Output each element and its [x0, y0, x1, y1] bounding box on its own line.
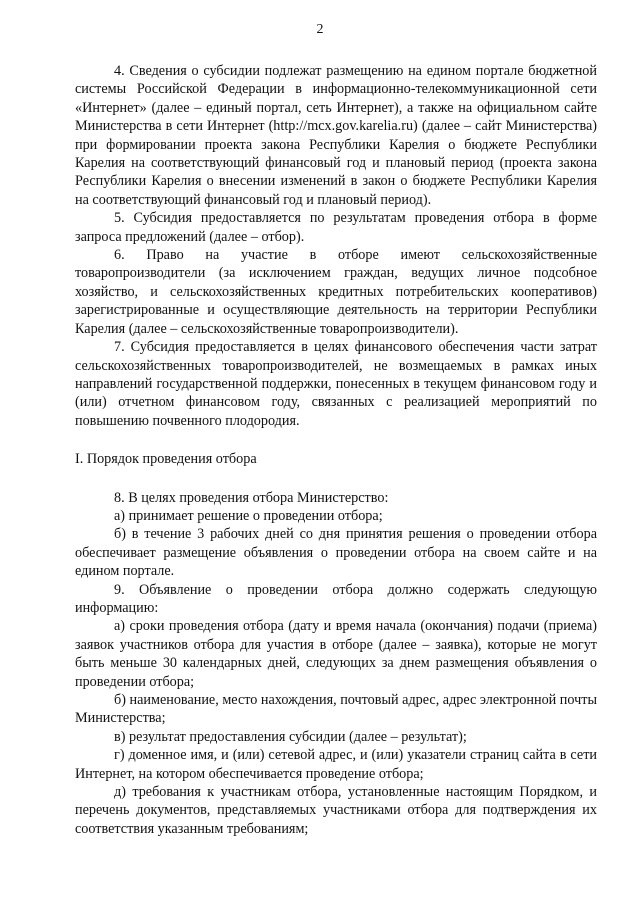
paragraph-4: 4. Сведения о субсидии подлежат размещению на едином портале бюджетной системы Российской Федерации в информационно-телекоммуникационной сети «Интернет» (далее – единый портал, сеть Интернет), а также на официальном сайте Министерства в сети Интернет (http://mcx.gov.karelia.ru) (далее – сайт Министерства) при формировании проекта закона Республики Карелия о бюджете Республики Карелия на соответствующий финансовый год и плановый период (проекта закона Республики Карелия о внесении изменений в закон о бюджете Республики Карелия на соответствующий финансовый год и плановый период). [75, 63, 597, 208]
section-title: I. Порядок проведения отбора [75, 451, 257, 468]
paragraph-5: 5. Субсидия предоставляется по результатам проведения отбора в форме запроса предложений (далее – отбор). [75, 210, 597, 245]
paragraph-8-a: а) принимает решение о проведении отбора; [114, 507, 383, 524]
paragraph-9-v: в) результат предоставления субсидии (далее – результат); [114, 728, 467, 745]
paragraph-9-a: а) сроки проведения отбора (дату и время начала (окончания) подачи (приема) заявок участников отбора для участия в отборе (далее – заявка), которые не могут быть меньше 30 календарных дней, следующих за днем размещения объявления о проведении отбора; [75, 618, 597, 690]
paragraph-6: 6. Право на участие в отборе имеют сельскохозяйственные товаропроизводители (за исключением граждан, ведущих личное подсобное хозяйство, и сельскохозяйственных кредитных потребительских кооперативов) зарегистрированные и осуществляющие деятельность на территории Республики Карелия (далее – сельскохозяйственные товаропроизводители). [75, 247, 597, 337]
paragraph-7: 7. Субсидия предоставляется в целях финансового обеспечения части затрат сельскохозяйственных товаропроизводителей, не возмещаемых в рамках иных направлений государственной поддержки, понесенных в текущем финансовом году и (или) отчетном финансовом году, связанных с реализацией мероприятий по повышению почвенного плодородия. [75, 339, 597, 429]
page-number: 2 [316, 22, 324, 37]
paragraph-9: 9. Объявление о проведении отбора должно содержать следующую информацию: [75, 581, 597, 616]
paragraph-8-b: б) в течение 3 рабочих дней со дня принятия решения о проведении отбора обеспечивает размещение объявления о проведении отбора на своем сайте и на едином портале. [75, 526, 597, 580]
document-body [75, 62, 597, 838]
paragraph-9-b: б) наименование, место нахождения, почтовый адрес, адрес электронной почты Министерства; [75, 692, 597, 727]
paragraph-8: 8. В целях проведения отбора Министерство: [114, 489, 389, 506]
paragraph-9-d: д) требования к участникам отбора, установленные настоящим Порядком, и перечень документов, представляемых участниками отбора для подтверждения их соответствия указанным требованиям; [75, 784, 597, 837]
paragraph-9-g: г) доменное имя, и (или) сетевой адрес, и (или) указатели страниц сайта в сети Интернет, на котором обеспечивается проведение отбора; [75, 747, 597, 782]
